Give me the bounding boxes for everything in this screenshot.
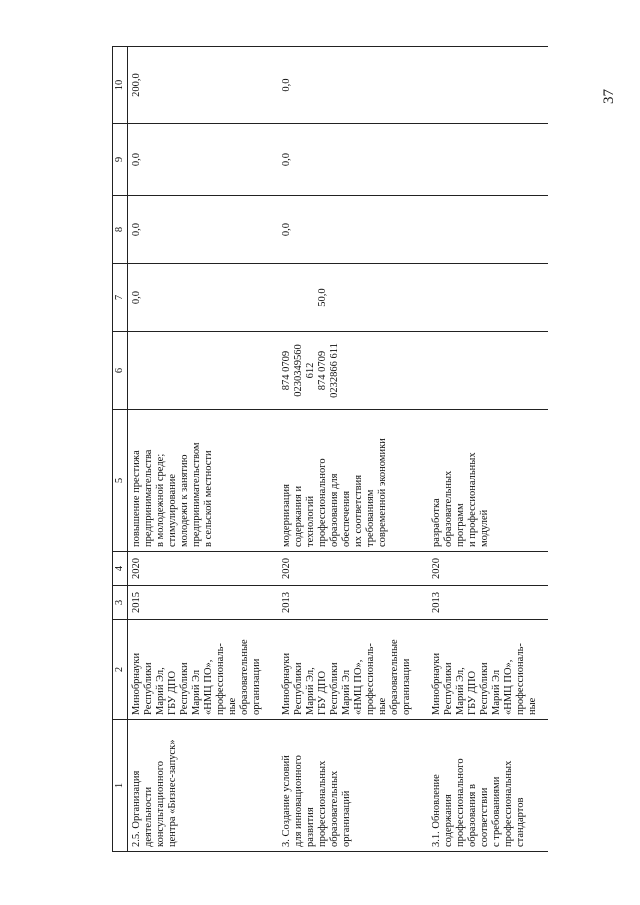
table-row [278, 47, 428, 852]
expected-result-cell: повышение престижа предпринимательства в молодежной среде; стимулирование молодежи к занятию предпринимательством в сельской местности [128, 410, 278, 552]
budget-table [112, 46, 548, 852]
column-header-6: 6 [113, 332, 128, 410]
value-col8-cell: 0,0 [278, 196, 428, 264]
executor-cell: Минобрнауки Республики Марий Эл, ГБУ ДПО Республики Марий Эл «НМЦ ПО», профессиональ- ные [428, 620, 548, 720]
value-col7-cell [428, 264, 548, 332]
column-header-5: 5 [113, 410, 128, 552]
measure-name-cell: 3. Создание условий для инновационного развития профессиональных образовательных организаций [278, 720, 428, 852]
start-year-cell: 2013 [428, 586, 548, 620]
budget-code-cell [428, 332, 548, 410]
column-number-row [113, 47, 128, 852]
value-col9-cell: 0,0 [128, 124, 278, 196]
value-col10-cell: 0,0 [278, 47, 428, 124]
column-header-3: 3 [113, 586, 128, 620]
executor-cell: Минобрнауки Республики Марий Эл, ГБУ ДПО Республики Марий Эл «НМЦ ПО», профессиональ- ные образовательные организации [278, 620, 428, 720]
start-year-cell: 2015 [128, 586, 278, 620]
measure-name-cell: 3.1. Обновление содержания профессионального образования в соответствии с требованиями профессиональных стандартов [428, 720, 548, 852]
executor-cell: Минобрнауки Республики Марий Эл, ГБУ ДПО Республики Марий Эл «НМЦ ПО», профессиональ- ные образовательные организации [128, 620, 278, 720]
column-header-7: 7 [113, 264, 128, 332]
rotated-table-region [112, 47, 592, 852]
column-header-1: 1 [113, 720, 128, 852]
table-row [428, 47, 548, 852]
value-col7-cell: 50,0 [278, 264, 428, 332]
value-col7-cell: 0,0 [128, 264, 278, 332]
column-header-10: 10 [113, 47, 128, 124]
end-year-cell: 2020 [128, 552, 278, 586]
column-header-9: 9 [113, 124, 128, 196]
start-year-cell: 2013 [278, 586, 428, 620]
value-col8-cell [428, 196, 548, 264]
page-number: 37 [601, 89, 617, 104]
column-header-8: 8 [113, 196, 128, 264]
value-col10-cell: 200,0 [128, 47, 278, 124]
value-col9-cell: 0,0 [278, 124, 428, 196]
end-year-cell: 2020 [428, 552, 548, 586]
table-row [128, 47, 278, 852]
budget-code-cell [128, 332, 278, 410]
expected-result-cell: разработка образовательных программ и профессиональных модулей [428, 410, 548, 552]
end-year-cell: 2020 [278, 552, 428, 586]
value-col10-cell [428, 47, 548, 124]
budget-code-cell: 874 0709 0230349560 612 874 0709 0232866 611 [278, 332, 428, 410]
measure-name-cell: 2.5. Организация деятельности консультационного центра «Бизнес-запуск» [128, 720, 278, 852]
expected-result-cell: модернизация содержания и технологий профессионального образования для обеспечения их соответствия требованиям современной экономики [278, 410, 428, 552]
column-header-4: 4 [113, 552, 128, 586]
value-col9-cell [428, 124, 548, 196]
column-header-2: 2 [113, 620, 128, 720]
value-col8-cell: 0,0 [128, 196, 278, 264]
